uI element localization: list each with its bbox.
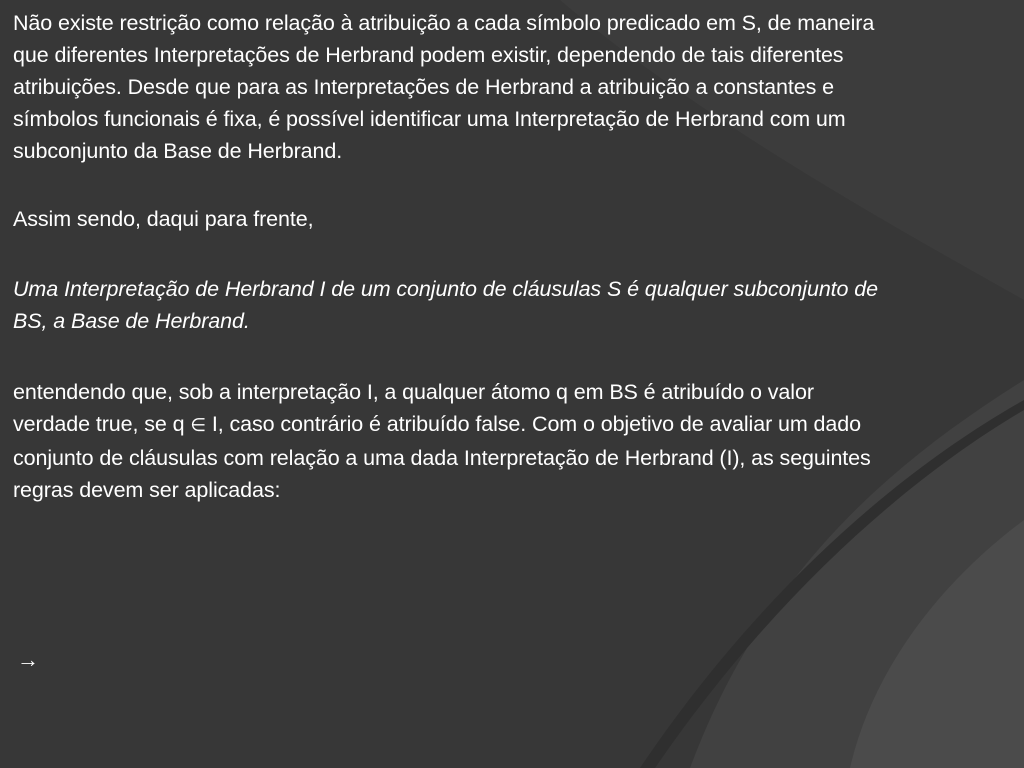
paragraph-restriction: Não existe restrição como relação à atribuição a cada símbolo predicado em S, de maneira que diferentes Interpretações de Herbrand podem existir, dependendo de tais diferentes atribuições. Desde que para as Interpretações de Herbrand a atribuição a constantes e símbolos funcionais é fixa, é possível identificar uma Interpretação de Herbrand com um subconjunto da Base de Herbrand. bbox=[13, 11, 875, 163]
paragraph-assim-sendo: Assim sendo, daqui para frente, bbox=[13, 207, 314, 231]
element-of-symbol: ∈ bbox=[190, 415, 206, 436]
definition-herbrand-interpretation: Uma Interpretação de Herbrand I de um conjunto de cláusulas S é qualquer subconjunto de BS, a Base de Herbrand. bbox=[13, 277, 878, 333]
right-arrow-icon: → bbox=[17, 647, 39, 672]
slide-body bbox=[13, 7, 893, 506]
paragraph-truth-assignment-part2: I, caso contrário é atribuído false. Com o objetivo de avaliar um dado conjunto de cláusulas com relação a uma dada Interpretação de Herbrand (I), as seguintes regras devem ser aplicadas: bbox=[13, 412, 871, 502]
paragraph-truth-assignment bbox=[13, 376, 893, 506]
paragraph-truth-assignment-part1: entendendo que, sob a interpretação I, a qualquer átomo q em BS é atribuído o valor verdade true, se q bbox=[13, 380, 814, 436]
